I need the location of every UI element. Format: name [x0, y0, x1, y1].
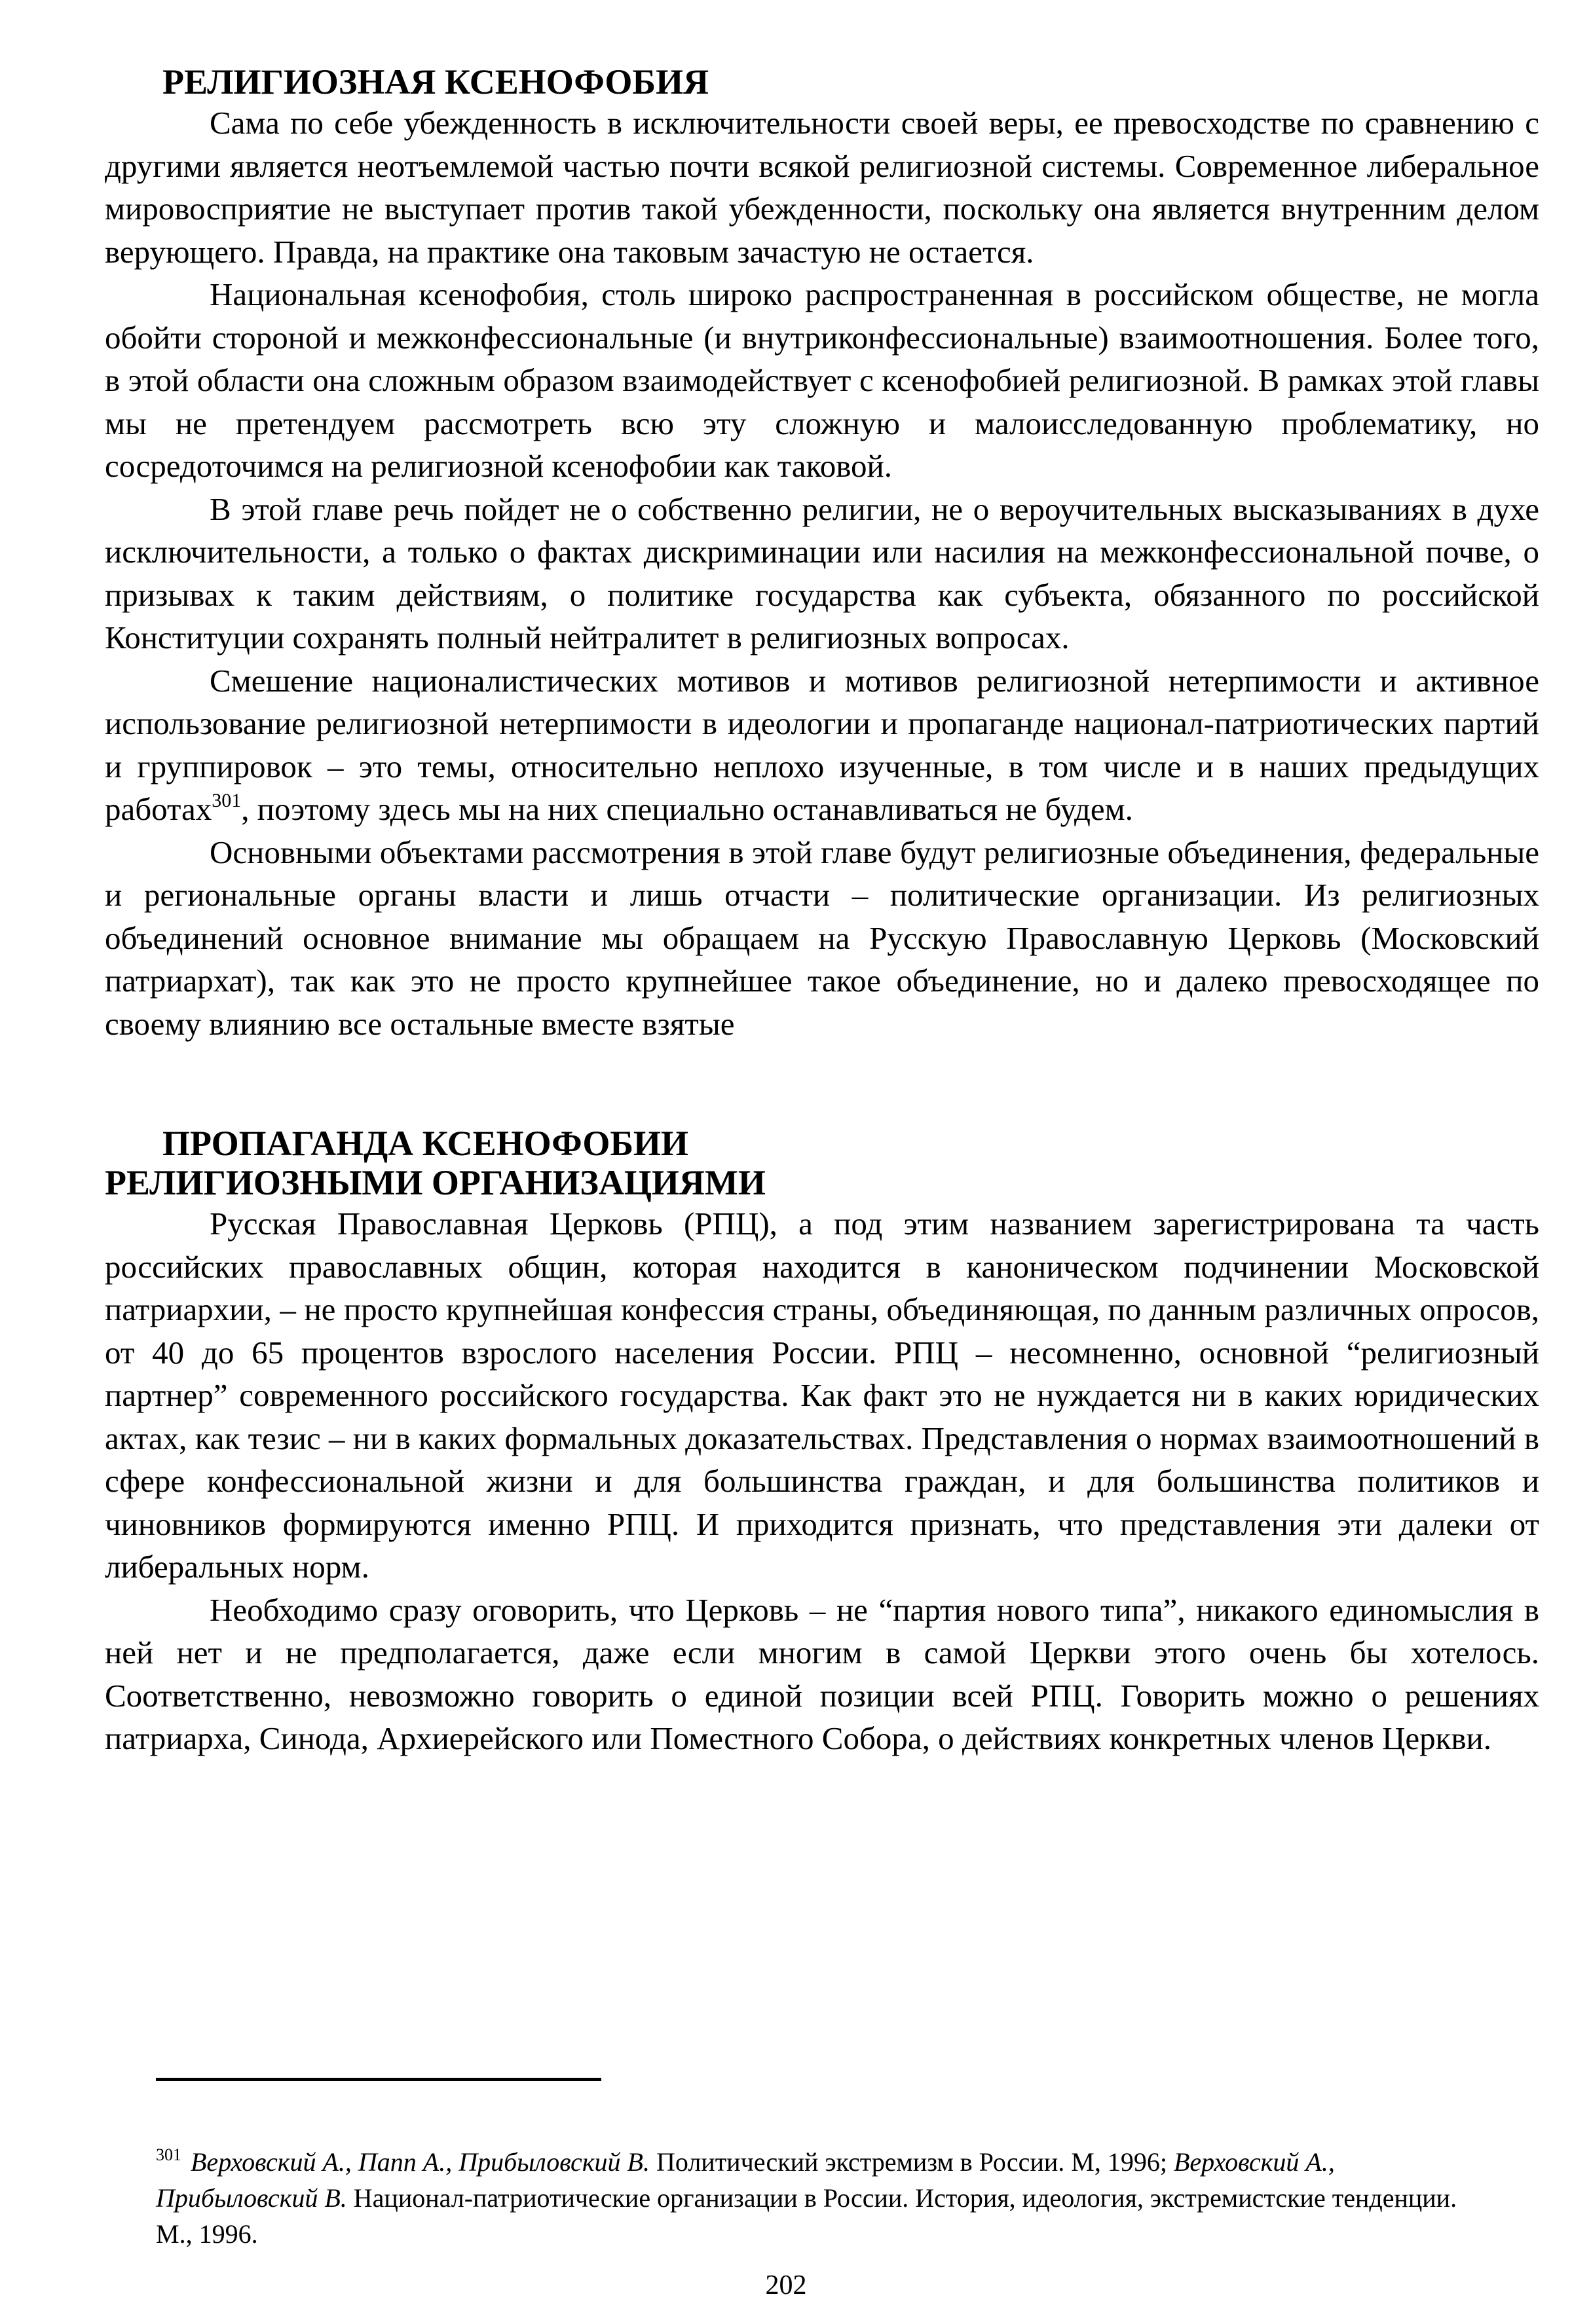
paragraph-text: Смешение националистических мотивов и мотивов религиозной нетерпимости и активное использование религиозной нетерпимости в идеологии и пропаганде национал-патриотических партий и группировок – это темы, относительно неплохо изученные, в том числе и в наших предыдущих работах	[105, 662, 1539, 827]
page-number: 202	[765, 2270, 807, 2300]
paragraph: Основными объектами рассмотрения в этой главе будут религиозные объединения, федеральные и региональные органы власти и лишь отчасти – политические организации. Из религиозных объединений основное внимание мы обращаем на Русскую Православную Церковь (Московский патриархат), так как это не просто крупнейшее такое объединение, но и далеко превосходящее по своему влиянию все остальные вместе взятые	[105, 834, 1539, 1042]
section-2-body	[105, 1202, 1539, 1760]
footnote-divider	[156, 2078, 601, 2081]
section-title-religious-xenophobia: РЕЛИГИОЗНАЯ КСЕНОФОБИЯ	[162, 62, 709, 101]
paragraph-text: , поэтому здесь мы на них специально останавливаться не будем.	[241, 791, 1133, 827]
paragraph: Сама по себе убежденность в исключительности своей веры, ее превосходстве по сравнению с другими является неотъемлемой частью почти всякой религиозной системы. Современное либеральное мировосприятие не выступает против такой убежденности, поскольку она является внутренним делом верующего. Правда, на практике она таковым зачастую не остается.	[105, 105, 1539, 270]
paragraph: Необходимо сразу оговорить, что Церковь – не “партия нового типа”, никакого единомыслия в ней нет и не предполагается, даже если многим в самой Церкви этого очень бы хотелось. Соответственно, невозможно говорить о единой позиции всей РПЦ. Говорить можно о решениях патриарха, Синода, Архиерейского или Поместного Собора, о действиях конкретных членов Церкви.	[105, 1591, 1539, 1756]
paragraph-with-footnote	[105, 659, 1539, 831]
section-1-body	[105, 101, 1539, 1045]
document-page	[105, 62, 1539, 1760]
footnote-title: Национал-патриотические организации в России. История, идеология, экстремистские тенденции. М., 1996.	[156, 2183, 1457, 2249]
footnote	[156, 2137, 1466, 2252]
section-title-line1: ПРОПАГАНДА КСЕНОФОБИИ	[162, 1124, 689, 1163]
footnote-number: 301	[156, 2145, 181, 2164]
paragraph: В этой главе речь пойдет не о собственно религии, не о вероучительных высказываниях в духе исключительности, а только о фактах дискриминации или насилия на межконфессиональной почве, о призывах к таким действиям, о политике государства как субъекта, обязанного по российской Конституции сохранять полный нейтралитет в религиозных вопросах.	[105, 490, 1539, 655]
paragraph: Русская Православная Церковь (РПЦ), а под этим названием зарегистрирована та часть российских православных общин, которая находится в каноническом подчинении Московской патриархии, – не просто крупнейшая конфессия страны, объединяющая, по данным различных опросов, от 40 до 65 процентов взрослого населения России. РПЦ – несомненно, основной “религиозный партнер” современного российского государства. Как факт это не нуждается ни в каких юридических актах, как тезис – ни в каких формальных доказательствах. Представления о нормах взаимоотношений в сфере конфессиональной жизни и для большинства граждан, и для большинства политиков и чиновников формируются именно РПЦ. И приходится признать, что представления эти далеки от либеральных норм.	[105, 1206, 1539, 1585]
footnote-title: Политический экстремизм в России. М, 1996;	[649, 2147, 1174, 2177]
footnote-authors: Верховский А., Прибыловский В.	[156, 2147, 1335, 2213]
footnote-authors: Верховский А., Папп А., Прибыловский В.	[191, 2147, 650, 2177]
section-title-line2: РЕЛИГИОЗНЫМИ ОРГАНИЗАЦИЯМИ	[105, 1163, 766, 1202]
footnote-reference[interactable]: 301	[212, 790, 242, 811]
paragraph: Национальная ксенофобия, столь широко распространенная в российском обществе, не могла обойти стороной и межконфессиональные (и внутриконфессиональные) взаимоотношения. Более того, в этой области она сложным образом взаимодействует с ксенофобией религиозной. В рамках этой главы мы не претендуем рассмотреть всю эту сложную и малоисследованную проблематику, но сосредоточимся на религиозной ксенофобии как таковой.	[105, 276, 1539, 484]
section-2	[105, 1124, 1539, 1760]
